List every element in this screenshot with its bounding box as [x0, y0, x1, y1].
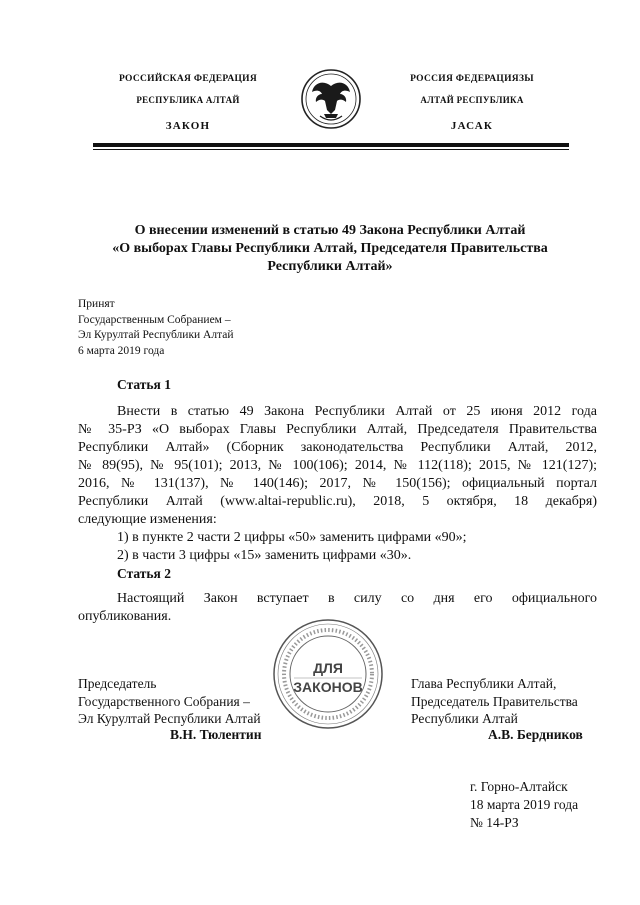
signature-right-line1: Глава Республики Алтай,: [411, 676, 557, 691]
article1-line: 2016, № 131(137), № 140(146); 2017, № 150(156); официальный портал: [78, 476, 597, 491]
law-number: № 14-РЗ: [470, 815, 519, 830]
coat-of-arms-icon: [300, 68, 362, 130]
official-stamp: [272, 618, 384, 730]
article1-heading: Статья 1: [117, 377, 171, 392]
adoption-line3: Эл Курултай Республики Алтай: [78, 329, 234, 341]
adoption-line2: Государственным Собранием –: [78, 313, 231, 326]
article1-line: № 35-РЗ «О выборах Главы Республики Алтай, Председателя Правительства: [78, 422, 597, 437]
place-city: г. Горно-Алтайск: [470, 779, 568, 794]
header-right-line2: АЛТАЙ РЕСПУБЛИКА: [420, 95, 524, 105]
law-title-line2: «О выборах Главы Республики Алтай, Председателя Правительства: [112, 241, 548, 256]
header-left-doctype: ЗАКОН: [165, 120, 211, 132]
article1-line: Внести в статью 49 Закона Республики Алтай от 25 июня 2012 года: [117, 404, 597, 419]
adoption-line1: Принят: [78, 298, 115, 310]
law-title-line1: О внесении изменений в статью 49 Закона Республики Алтай: [134, 223, 526, 238]
header-divider-thin: [93, 149, 569, 150]
stamp-text-2: ЗАКОНОВ: [293, 679, 363, 695]
signature-left-name: В.Н. Тюлентин: [170, 727, 262, 742]
signature-right-line3: Республики Алтай: [411, 711, 518, 726]
header-divider-thick: [93, 143, 569, 147]
article1-line: Республики Алтай» (Сборник законодательства Республики Алтай, 2012,: [78, 440, 597, 455]
adoption-date: 6 марта 2019 года: [78, 344, 165, 357]
article1-last-line: следующие изменения:: [78, 512, 217, 527]
signature-left-line3: Эл Курултай Республики Алтай: [78, 711, 261, 726]
signature-left-line2: Государственного Собрания –: [78, 693, 250, 709]
article1-line: Республики Алтай (www.altai-republic.ru), 2018, 5 октября, 18 декабря): [78, 494, 597, 509]
article1-line: № 89(95), № 95(101); 2013, № 100(106); 2014, № 112(118); 2015, № 121(127);: [78, 458, 597, 473]
article2-line1: Настоящий Закон вступает в силу со дня его официального: [117, 591, 597, 606]
signature-left-line1: Председатель: [78, 676, 157, 691]
signature-right: [411, 675, 578, 728]
article1-body: [78, 403, 597, 529]
header-left-line2: РЕСПУБЛИКА АЛТАЙ: [136, 95, 240, 105]
article1-item-2: 2) в части 3 цифры «15» заменить цифрами «30».: [117, 548, 412, 563]
signature-left: [78, 675, 261, 728]
place-date-block: [470, 778, 578, 832]
adoption-block: [78, 297, 234, 359]
header-right-line1: РОССИЯ ФЕДЕРАЦИЯЗЫ: [410, 74, 534, 84]
article2-line2: опубликования.: [78, 609, 172, 624]
signature-right-name: А.В. Бердников: [488, 727, 583, 742]
article2-heading: Статья 2: [117, 566, 171, 581]
law-title: [70, 222, 590, 276]
law-title-line3: Республики Алтай»: [267, 259, 393, 274]
stamp-text-1: ДЛЯ: [313, 660, 343, 676]
article1-item-1: 1) в пункте 2 части 2 цифры «50» заменить цифрами «90»;: [117, 530, 467, 545]
header-right-doctype: ЈАСАК: [450, 120, 494, 132]
header-left-line1: РОССИЙСКАЯ ФЕДЕРАЦИЯ: [118, 74, 258, 84]
signature-right-line2: Председатель Правительства: [411, 693, 578, 709]
place-date: 18 марта 2019 года: [470, 797, 579, 812]
